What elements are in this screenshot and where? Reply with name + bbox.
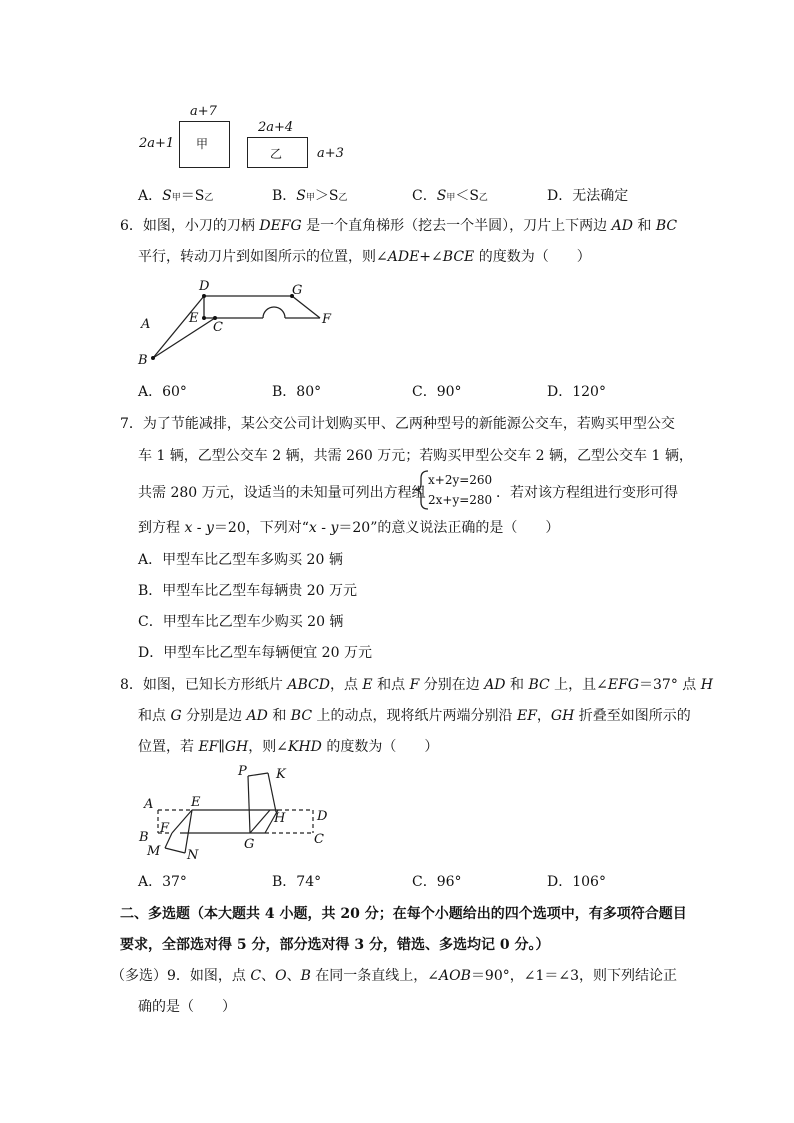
q6-point-c: C bbox=[213, 320, 223, 335]
option-subscript: 乙 bbox=[204, 193, 214, 203]
text: ＝37° 点 bbox=[639, 677, 701, 693]
q6-option-c[interactable]: C．90° bbox=[412, 384, 462, 400]
text: 折叠至如图所示的 bbox=[574, 708, 691, 724]
text: - bbox=[316, 520, 331, 536]
q8-point-p: P bbox=[238, 764, 247, 779]
q8-point-f: F bbox=[160, 821, 170, 836]
option-subscript: 甲 bbox=[171, 193, 181, 203]
text: 在同一条直线上，∠ bbox=[310, 968, 440, 984]
math-var: GH bbox=[224, 739, 249, 755]
q6-point-d: D bbox=[199, 279, 210, 294]
q6-point-a: A bbox=[141, 317, 151, 332]
option-symbol: S bbox=[162, 188, 172, 204]
option-text: 无法确定 bbox=[572, 188, 629, 204]
yi-label: 乙 bbox=[270, 147, 283, 161]
math-var: ADE bbox=[387, 249, 420, 265]
jia-left-label: 2a+1 bbox=[139, 136, 175, 151]
text: ＝20，下列对“ bbox=[213, 520, 309, 536]
math-var: DEFG bbox=[259, 218, 302, 234]
option-letter: D． bbox=[547, 188, 573, 204]
math-var: EF bbox=[516, 708, 537, 724]
text: 上的动点，现将纸片两端分别沿 bbox=[312, 708, 517, 724]
q6-option-d[interactable]: D．120° bbox=[547, 384, 606, 400]
q8-option-a[interactable]: A．37° bbox=[138, 874, 187, 890]
text: 8．如图，已知长方形纸片 bbox=[120, 677, 288, 693]
math-var: EF bbox=[198, 739, 219, 755]
math-var: E bbox=[362, 677, 373, 693]
q7-option-d[interactable]: D．甲型车比乙型车每辆便宜 20 万元 bbox=[138, 645, 372, 661]
math-var: F bbox=[409, 677, 420, 693]
q9-stem-line2: 确的是（ ） bbox=[138, 999, 236, 1015]
math-var: BCE bbox=[442, 249, 475, 265]
option-symbol: S bbox=[436, 188, 447, 204]
text: 的度数为（ ） bbox=[321, 739, 439, 755]
option-subscript: 甲 bbox=[446, 193, 456, 203]
option-subscript: 乙 bbox=[338, 193, 348, 203]
math-var: BC bbox=[528, 677, 550, 693]
option-subscript: 乙 bbox=[478, 193, 488, 203]
text: - bbox=[192, 520, 206, 536]
text: 、 bbox=[286, 968, 301, 984]
equation-1: x+2y=260 bbox=[428, 473, 493, 487]
math-var: y bbox=[330, 520, 339, 536]
text: 到方程 bbox=[138, 520, 185, 536]
q7-stem-line1: 7．为了节能减排，某公交公司计划购买甲、乙两种型号的新能源公交车，若购买甲型公交 bbox=[120, 416, 675, 432]
math-var: ABCD bbox=[287, 677, 330, 693]
q6-point-g: G bbox=[292, 283, 303, 298]
math-var: KHD bbox=[288, 739, 322, 755]
math-var: O bbox=[275, 968, 287, 984]
text: 6．如图，小刀的刀柄 bbox=[120, 218, 260, 234]
q8-option-b[interactable]: B．74° bbox=[272, 874, 322, 890]
option-subscript: 甲 bbox=[305, 193, 315, 203]
yi-top-label: 2a+4 bbox=[258, 120, 294, 135]
math-var: x bbox=[184, 520, 193, 536]
option-letter: A． bbox=[138, 188, 163, 204]
q7-option-c[interactable]: C．甲型车比乙型车少购买 20 辆 bbox=[138, 614, 344, 630]
text: 和 bbox=[505, 677, 529, 693]
option-symbol: S bbox=[296, 188, 306, 204]
math-var: B bbox=[300, 968, 311, 984]
text: 平行，转动刀片到如图所示的位置，则∠ bbox=[138, 249, 388, 265]
text: ∥ bbox=[218, 739, 225, 755]
q8-option-d[interactable]: D．106° bbox=[547, 874, 606, 890]
equation-2: 2x+y=280 bbox=[428, 493, 493, 507]
text: 和 bbox=[632, 218, 656, 234]
text: （多选）9．如图，点 bbox=[111, 968, 251, 984]
text: ＝90°，∠1＝∠3，则下列结论正 bbox=[470, 968, 678, 984]
text: 和点 bbox=[372, 677, 410, 693]
math-var: AD bbox=[611, 218, 633, 234]
text: ，则∠ bbox=[248, 739, 288, 755]
q7-option-a[interactable]: A．甲型车比乙型车多购买 20 辆 bbox=[138, 552, 343, 568]
text: 分别在边 bbox=[419, 677, 485, 693]
math-var: AD bbox=[246, 708, 268, 724]
q7-stem-line2: 车 1 辆，乙型公交车 2 辆，共需 260 万元；若购买甲型公交车 2 辆，乙型公交车 1 辆， bbox=[138, 448, 693, 464]
q6-point-f: F bbox=[322, 312, 332, 327]
option-letter: C． bbox=[412, 188, 437, 204]
math-var: EFG bbox=[607, 677, 640, 693]
q7-stem-line3-tail: ．若对该方程组进行变形可得 bbox=[496, 485, 678, 501]
text: 和点 bbox=[138, 708, 171, 724]
text: 、 bbox=[261, 968, 276, 984]
text: 位置，若 bbox=[138, 739, 199, 755]
text: ＝20”的意义说法正确的是（ ） bbox=[338, 520, 560, 536]
text: ，点 bbox=[329, 677, 363, 693]
jia-top-label: a+7 bbox=[190, 104, 217, 119]
text: 的度数为（ ） bbox=[474, 249, 591, 265]
jia-label: 甲 bbox=[196, 137, 209, 151]
q6-point-e: E bbox=[189, 311, 199, 326]
math-var: GH bbox=[550, 708, 575, 724]
math-var: G bbox=[170, 708, 182, 724]
text: +∠ bbox=[419, 249, 443, 265]
q8-point-n: N bbox=[187, 848, 199, 863]
q6-option-a[interactable]: A．60° bbox=[138, 384, 187, 400]
math-var: H bbox=[700, 677, 713, 693]
text: 和 bbox=[267, 708, 291, 724]
q7-option-b[interactable]: B．甲型车比乙型车每辆贵 20 万元 bbox=[138, 583, 358, 599]
q8-option-c[interactable]: C．96° bbox=[412, 874, 462, 890]
option-operator: ＝S bbox=[180, 188, 205, 204]
math-var: BC bbox=[655, 218, 678, 234]
q8-point-d: D bbox=[317, 809, 328, 824]
math-var: AOB bbox=[439, 968, 471, 984]
q6-point-b: B bbox=[138, 353, 148, 368]
text: ， bbox=[536, 708, 551, 724]
text: 上，且∠ bbox=[549, 677, 608, 693]
section2-heading-line2: 要求，全部选对得 5 分，部分选对得 3 分，错选、多选均记 0 分。） bbox=[120, 937, 550, 953]
text: 共需 280 万元，设适当的未知量可列出方程组 bbox=[138, 485, 426, 501]
option-letter: B． bbox=[272, 188, 297, 204]
q8-point-c: C bbox=[314, 832, 324, 847]
yi-right-label: a+3 bbox=[317, 146, 344, 161]
section2-heading-line1: 二、多选题（本大题共 4 小题，共 20 分；在每个小题给出的四个选项中，有多项符合题目 bbox=[120, 906, 687, 922]
q8-point-k: K bbox=[276, 767, 286, 782]
math-var: x bbox=[308, 520, 317, 536]
math-var: AD bbox=[484, 677, 506, 693]
q8-point-e: E bbox=[191, 795, 201, 810]
option-operator: ＞S bbox=[314, 188, 339, 204]
q8-point-a: A bbox=[144, 797, 154, 812]
q8-point-h: H bbox=[274, 811, 286, 826]
text: 分别是边 bbox=[181, 708, 247, 724]
q9-stem-line1 bbox=[111, 966, 677, 986]
math-var: C bbox=[250, 968, 262, 984]
q8-point-g: G bbox=[244, 837, 255, 852]
math-var: y bbox=[206, 520, 214, 536]
q8-point-b: B bbox=[139, 830, 149, 845]
text: 是一个直角梯形（挖去一个半圆），刀片上下两边 bbox=[301, 218, 612, 234]
option-operator: ＜S bbox=[455, 188, 479, 204]
q8-point-m: M bbox=[147, 844, 161, 859]
math-var: BC bbox=[290, 708, 313, 724]
q6-option-b[interactable]: B．80° bbox=[272, 384, 322, 400]
